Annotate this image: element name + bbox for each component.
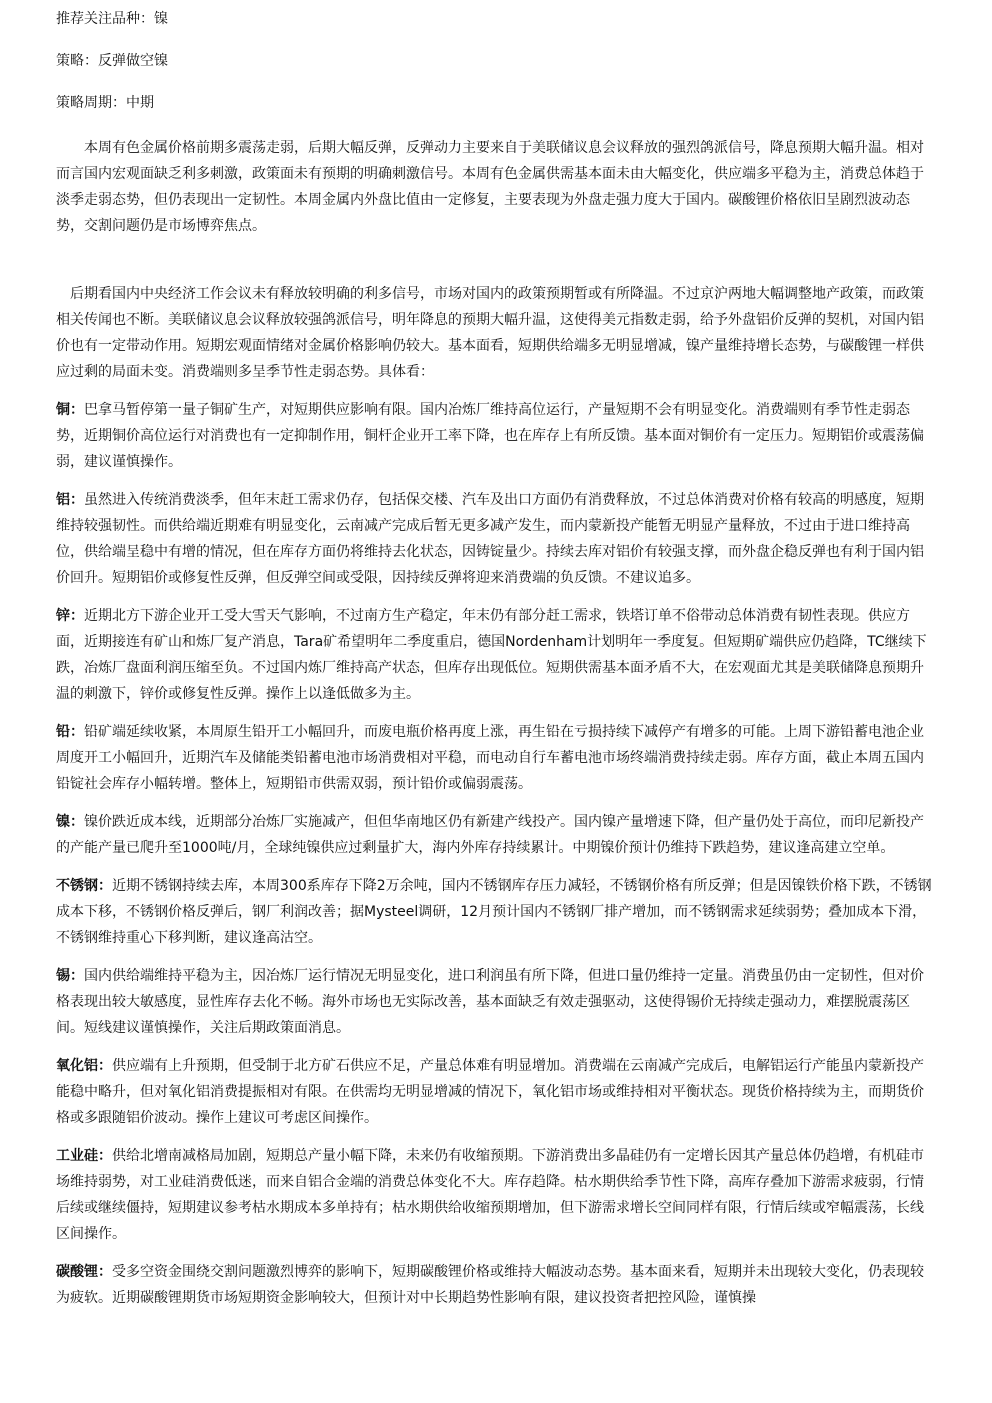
section-text: 虽然进入传统消费淡季，但年末赶工需求仍存，包括保交楼、汽车及出口方面仍有消费释放，不过总体消费对价格有较高的明感度，短期维持较强韧性。而供给端近期难有明显变化，云南减产完成后暂无更多减产发生，而内蒙新投产能暂无明显产量释放，不过由于进口维持高位，供给端呈稳中有增的情况，但在库存方面仍将维持去化状态，因铸锭量少。持续去库对铝价有较强支撑，而外盘企稳反弹也有利于国内铝价回升。短期铝价或修复性反弹，但反弹空间或受限，因持续反弹将迎来消费端的负反馈。不建议追多。 <box>56 492 924 586</box>
section-text: 巴拿马暂停第一量子铜矿生产，对短期供应影响有限。国内冶炼厂维持高位运行，产量短期不会有明显变化。消费端则有季节性走弱态势，近期铜价高位运行对消费也有一定抑制作用，铜杆企业开工率下降，也在库存上有所反馈。基本面对铜价有一定压力。短期铝价或震荡偏弱，建议谨慎操作。 <box>56 402 924 470</box>
section-aluminum <box>56 487 934 591</box>
section-text: 国内供给端维持平稳为主，因冶炼厂运行情况无明显变化，进口利润虽有所下降，但进口量仍维持一定量。消费虽仍由一定韧性，但对价格表现出较大敏感度，显性库存去化不畅。海外市场也无实际改善，基本面缺乏有效走强驱动，这使得锡价无持续走强动力，难摆脱震荡区间。短线建议谨慎操作，关注后期政策面消息。 <box>56 968 924 1036</box>
strategy-period: 策略周期：中期 <box>56 95 154 111</box>
section-label: 铜： <box>56 402 84 418</box>
section-label: 铝： <box>56 492 84 508</box>
section-label: 镍： <box>56 814 84 830</box>
outlook-paragraph: 后期看国内中央经济工作会议未有释放较明确的利多信号，市场对国内的政策预期暂或有所降温。不过京沪两地大幅调整地产政策，而政策相关传闻也不断。美联储议息会议释放较强鸽派信号，明年降息的预期大幅升温，这使得美元指数走弱，给予外盘铝价反弹的契机，对国内铝价也有一定带动作用。短期宏观面情绪对金属价格影响仍较大。基本面看，短期供给端多无明显增减，镍产量维持增长态势，与碳酸锂一样供应过剩的局面未变。消费端则多呈季节性走弱态势。具体看： <box>56 286 924 380</box>
section-text: 铅矿端延续收紧，本周原生铅开工小幅回升，而废电瓶价格再度上涨，再生铅在亏损持续下减停产有增多的可能。上周下游铅蓄电池企业周度开工小幅回升，近期汽车及储能类铅蓄电池市场消费相对平稳，而电动自行车蓄电池市场终端消费持续走弱。库存方面，截止本周五国内铅锭社会库存小幅转增。整体上，短期铅市供需双弱，预计铅价或偏弱震荡。 <box>56 724 924 792</box>
section-text: 供给北增南减格局加剧，短期总产量小幅下降，未来仍有收缩预期。下游消费出多晶硅仍有一定增长因其产量总体仍趋增，有机硅市场维持弱势，对工业硅消费低迷，而来自铝合金端的消费总体变化不大。库存趋降。枯水期供给季节性下降，高库存叠加下游需求疲弱，行情后续或继续僵持，短期建议参考枯水期成本多单持有；枯水期供给收缩预期增加，但下游需求增长空间同样有限，行情后续或窄幅震荡，长线区间操作。 <box>56 1148 924 1242</box>
section-text: 近期北方下游企业开工受大雪天气影响，不过南方生产稳定，年末仍有部分赶工需求，铁塔订单不俗带动总体消费有韧性表现。供应方面，近期接连有矿山和炼厂复产消息，Tara矿希望明年二季度重启，德国Nordenham计划明年一季度复。但短期矿端供应仍趋降，TC继续下跌，冶炼厂盘面利润压缩至负。不过国内炼厂维持高产状态，但库存出现低位。短期供需基本面矛盾不大，在宏观面尤其是美联储降息预期升温的刺激下，锌价或修复性反弹。操作上以逢低做多为主。 <box>56 608 927 702</box>
section-stainless-steel <box>56 873 934 951</box>
section-label: 不锈钢： <box>56 878 112 894</box>
recommended-variety: 推荐关注品种：镍 <box>56 11 168 27</box>
section-lithium-carbonate <box>56 1259 934 1311</box>
section-text: 供应端有上升预期，但受制于北方矿石供应不足，产量总体难有明显增加。消费端在云南减产完成后，电解铝运行产能虽内蒙新投产能稳中略升，但对氧化铝消费提振相对有限。在供需均无明显增减的情况下，氧化铝市场或维持相对平衡状态。现货价格持续为主，而期货价格或多跟随铝价波动。操作上建议可考虑区间操作。 <box>56 1058 924 1126</box>
strategy: 策略：反弹做空镍 <box>56 53 168 69</box>
section-text: 近期不锈钢持续去库，本周300系库存下降2万余吨，国内不锈钢库存压力减轻，不锈钢价格有所反弹；但是因镍铁价格下跌，不锈钢成本下移，不锈钢价格反弹后，钢厂利润改善；据Mysteel调研，12月预计国内不锈钢厂排产增加，而不锈钢需求延续弱势；叠加成本下滑，不锈钢维持重心下移判断，建议逢高沽空。 <box>56 878 932 946</box>
section-tin <box>56 963 934 1041</box>
section-label: 锌： <box>56 608 84 624</box>
section-copper <box>56 397 934 475</box>
section-zinc <box>56 603 934 707</box>
section-text: 镍价跌近成本线，近期部分冶炼厂实施减产，但但华南地区仍有新建产线投产。国内镍产量增速下降，但产量仍处于高位，而印尼新投产的产能产量已爬升至1000吨/月，全球纯镍供应过剩量扩大，海内外库存持续累计。中期镍价预计仍维持下跌趋势，建议逢高建立空单。 <box>56 814 924 856</box>
section-industrial-silicon <box>56 1143 934 1247</box>
section-lead <box>56 719 934 797</box>
section-label: 工业硅： <box>56 1148 112 1164</box>
section-label: 锡： <box>56 968 84 984</box>
section-label: 碳酸锂： <box>56 1264 112 1280</box>
section-label: 铅： <box>56 724 84 740</box>
section-alumina <box>56 1053 934 1131</box>
weekly-summary-paragraph: 本周有色金属价格前期多震荡走弱，后期大幅反弹，反弹动力主要来自于美联储议息会议释放的强烈鸽派信号，降息预期大幅升温。相对而言国内宏观面缺乏利多刺激，政策面未有预期的明确刺激信号。本周有色金属供需基本面未由大幅变化，供应端多平稳为主，消费总体趋于淡季走弱态势，但仍表现出一定韧性。本周金属内外盘比值由一定修复，主要表现为外盘走强力度大于国内。碳酸锂价格依旧呈剧烈波动态势，交割问题仍是市场博弈焦点。 <box>56 140 924 234</box>
section-text: 受多空资金围绕交割问题激烈博弈的影响下，短期碳酸锂价格或维持大幅波动态势。基本面来看，短期并未出现较大变化，仍表现较为疲软。近期碳酸锂期货市场短期资金影响较大，但预计对中长期趋势性影响有限，建议投资者把控风险，谨慎操 <box>56 1264 924 1306</box>
section-label: 氧化铝： <box>56 1058 112 1074</box>
section-nickel <box>56 809 934 861</box>
